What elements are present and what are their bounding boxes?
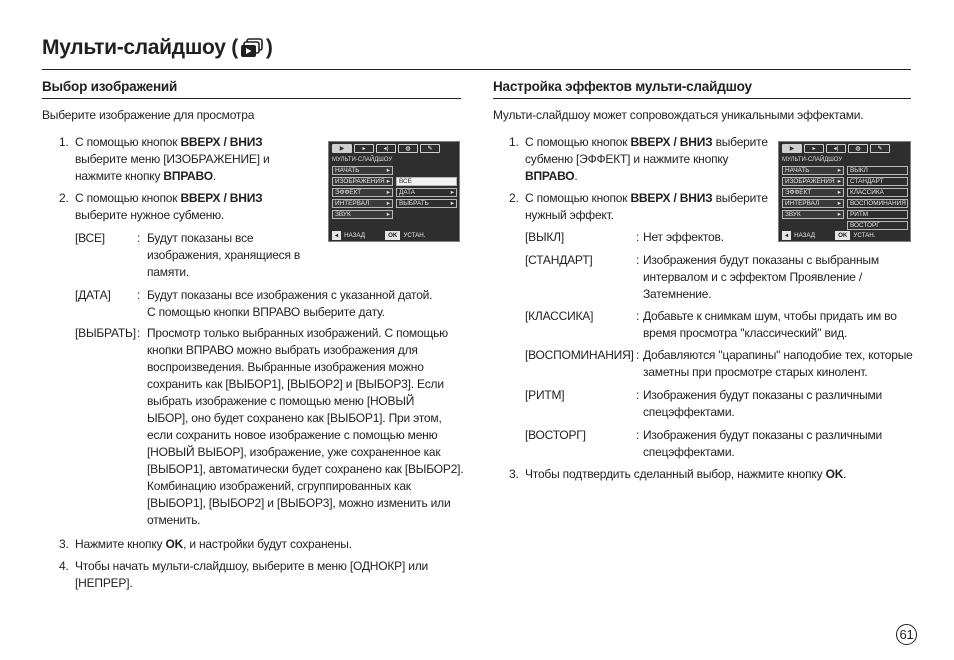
setup-icon: ✎ — [420, 144, 440, 153]
submenu-item: ДАТА ▸ — [396, 188, 457, 197]
def-term: [РИТМ] — [525, 388, 565, 402]
left-arrow-icon: ◂ — [782, 231, 791, 240]
sound-icon: ◂) — [826, 144, 846, 153]
def-sep: : — [137, 288, 141, 302]
menu-item: ЗВУК ▸ — [782, 210, 844, 219]
def-sep: : — [636, 253, 640, 267]
left-step2: С помощью кнопок ВВЕРХ / ВНИЗ выберите нужное субменю. — [75, 191, 263, 222]
submenu-item: РИТМ — [847, 210, 908, 219]
def-term: [ВСЕ] — [75, 231, 105, 245]
menu-item: ЗВУК ▸ — [332, 210, 393, 219]
def-sep: : — [636, 428, 640, 442]
right-intro: Мульти-слайдшоу может сопровождаться уникальными эффектами. — [493, 108, 864, 122]
step-number: 4. — [59, 559, 69, 573]
camera-menu-screen-effects — [778, 141, 911, 242]
def-term: [КЛАССИКА] — [525, 309, 594, 323]
def-term: [СТАНДАРТ] — [525, 253, 593, 267]
menu-item: ЭФФЕКТ ▸ — [782, 188, 844, 197]
step-number: 3. — [59, 537, 69, 551]
def-desc: Нет эффектов. — [643, 230, 724, 244]
def-sep: : — [636, 309, 640, 323]
camera-menu-screen-images — [328, 141, 460, 242]
play-icon: ▸ — [354, 144, 374, 153]
page-title: Мульти-слайдшоу ( ) — [42, 36, 273, 59]
submenu-item: ВОСПОМИНАНИЯ — [847, 199, 908, 208]
def-sep: : — [636, 348, 640, 362]
def-desc: Добавьте к снимкам шум, чтобы придать им во время просмотра "классический" вид. — [643, 309, 897, 340]
def-term: [ВОСТОРГ] — [525, 428, 586, 442]
settings-icon: ◍ — [848, 144, 868, 153]
step-number: 2. — [509, 191, 519, 205]
section-heading-select-images: Выбор изображений — [42, 79, 178, 94]
screen-caption: МУЛЬТИ-СЛАЙДШОУ — [782, 157, 843, 163]
submenu-item: ВЫБРАТЬ ▸ — [396, 199, 457, 208]
submenu-item: ВСЕ — [396, 177, 457, 186]
submenu-item: ВЫКЛ — [847, 166, 908, 175]
def-desc: Будут показаны все изображения с указанной датой. С помощью кнопки ВПРАВО выберите дату. — [147, 288, 433, 319]
right-step3: Чтобы подтвердить сделанный выбор, нажмите кнопку OK. — [525, 467, 847, 481]
step-number: 2. — [59, 191, 69, 205]
menu-item: НАЧАТЬ ▸ — [782, 166, 844, 175]
def-desc: Добавляются "царапины" наподобие тех, которые заметны при просмотре старых кинолент. — [643, 348, 913, 379]
section-rule — [493, 98, 911, 99]
screen-caption: МУЛЬТИ-СЛАЙДШОУ — [332, 157, 393, 163]
def-term: [ВОСПОМИНАНИЯ] — [525, 348, 634, 362]
left-step1: С помощью кнопок ВВЕРХ / ВНИЗ выберите меню [ИЗОБРАЖЕНИЕ] и нажмите кнопку ВПРАВО. — [75, 135, 270, 183]
slideshow-icon — [240, 38, 264, 58]
def-sep: : — [636, 388, 640, 402]
def-term: [ДАТА] — [75, 288, 111, 302]
def-desc: Изображения будут показаны с различными спецэффектами. — [643, 388, 883, 419]
sound-icon: ◂) — [376, 144, 396, 153]
left-step4: Чтобы начать мульти-слайдшоу, выберите в меню [ОДНОКР] или [НЕПРЕР]. — [75, 559, 429, 590]
screen-footer: ◂ НАЗАД OK УСТАН. — [329, 230, 459, 241]
def-term: [ВЫКЛ] — [525, 230, 564, 244]
left-arrow-icon: ◂ — [332, 231, 341, 240]
submenu-item: ВОСТОРГ — [847, 221, 908, 230]
setup-icon: ✎ — [870, 144, 890, 153]
def-desc: Будут показаны все изображения, хранящиеся в памяти. — [147, 231, 301, 279]
submenu-item: СТАНДАРТ — [847, 177, 908, 186]
title-rule — [42, 69, 911, 70]
submenu-item: КЛАССИКА — [847, 188, 908, 197]
left-step3: Нажмите кнопку OK, и настройки будут сохранены. — [75, 537, 352, 551]
def-desc: Изображения будут показаны с различными спецэффектами. — [643, 428, 883, 459]
menu-item: ИНТЕРВАЛ ▸ — [782, 199, 844, 208]
menu-item: ИЗОБРАЖЕНИЯ ▸ — [332, 177, 393, 186]
menu-item: ИЗОБРАЖЕНИЯ ▸ — [782, 177, 844, 186]
playback-icon: ▶ — [332, 144, 352, 153]
step-number: 1. — [509, 135, 519, 149]
menu-item: НАЧАТЬ ▸ — [332, 166, 393, 175]
section-rule — [42, 98, 461, 99]
section-heading-effects: Настройка эффектов мульти-слайдшоу — [493, 79, 752, 94]
menu-item: ЭФФЕКТ ▸ — [332, 188, 393, 197]
step-number: 1. — [59, 135, 69, 149]
playback-icon: ▶ — [782, 144, 802, 153]
def-sep: : — [137, 231, 141, 245]
left-intro: Выберите изображение для просмотра — [42, 108, 255, 122]
def-desc: Просмотр только выбранных изображений. С помощью кнопки ВПРАВО можно выбрать изображения для воспроизведения. Выбранные изображения можно сохранить как [ВЫБОР1], [ВЫБОР2] и [ВЫБОР3]. Если выбрать изображение с помощью меню [НОВЫЙ ЫБОР], оно будет сохранено как [ВЫБОР1]. При этом, если сохранить новое изображение с помощью меню [НОВЫЙ ВЫБОР], изображение, уже сохраненное как [ВЫБОР1], автоматически будет сохранено как [ВЫБОР2]. Комбинацию изображений, сгруппированных как [ВЫБОР1], [ВЫБОР2] и [ВЫБОР3], можно изменить или отменить. — [147, 326, 464, 527]
step-number: 3. — [509, 467, 519, 481]
def-term: [ВЫБРАТЬ] — [75, 326, 136, 340]
def-sep: : — [636, 230, 640, 244]
play-icon: ▸ — [804, 144, 824, 153]
screen-footer: ◂ НАЗАД OK УСТАН. — [779, 230, 910, 241]
settings-icon: ◍ — [398, 144, 418, 153]
page-number: 61 — [896, 624, 917, 645]
def-desc: Изображения будут показаны с выбранным интервалом и с эффектом Проявление / Затемнение. — [643, 253, 879, 301]
def-sep: : — [137, 326, 141, 340]
menu-item: ИНТЕРВАЛ ▸ — [332, 199, 393, 208]
right-step1: С помощью кнопок ВВЕРХ / ВНИЗ выберите субменю [ЭФФЕКТ] и нажмите кнопку ВПРАВО. — [525, 135, 768, 183]
right-step2: С помощью кнопок ВВЕРХ / ВНИЗ выберите нужный эффект. — [525, 191, 768, 222]
